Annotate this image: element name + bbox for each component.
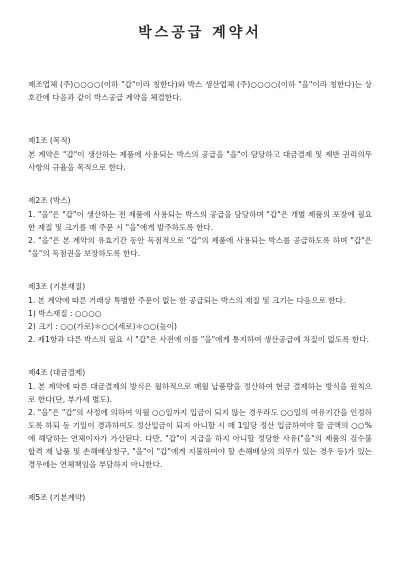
article-paragraph: 1. 본 계약에 따른 대금결제의 방식은 월하적으로 매월 납품량을 정산하여 현금 결제하는 방식을 원칙으로 한다(단, 부가세 별도).	[28, 382, 372, 404]
article-paragraph: 1) 박스재질 : ○○○○	[28, 309, 102, 318]
article-paragraph: 2. 제1항과 다른 박스의 필요 시 "갑"은 사전에 이를 "을"에게 통지하여 생산공급에 차질이 없도록 한다.	[28, 335, 370, 344]
article-paragraph: 2. "을"은 "갑"의 사정에 의하여 익월 ○○일까지 입금이 되지 않는 경우라도 ○○일의 여유기간을 인정하도록 하되 동 기일이 경과하여도 정산입금이 되지 아니할 시 매 1일당 정산 입금하여야 할 금액의 ○○%에 해당하는 연체이자가 가산된다. 다만, "갑"이 지급을 하지 아니할 정당한 사유("을"의 제품의 검수불합격 재 납품 및 손해배상청구, "을"이 "갑"에게 지불하여야 할 손해배상의 의무가 있는 경우 등)가 있는 경우에는 연체책임을 부담하지 아니한다.	[28, 408, 372, 469]
article-3	[28, 280, 372, 346]
article-heading: 제5조 (기본계약)	[28, 493, 86, 502]
article-heading: 제3조 (기본재질)	[28, 282, 86, 291]
intro-paragraph: 제조업체 (주)○○○○(이하 "갑"이라 칭한다)와 박스 생산업체 (주)○○○○(이하 "을"이라 칭한다)는 상호간에 다음과 같이 박스공급 계약을 체결한다.	[28, 80, 372, 102]
article-paragraph: 1. "을"은 "갑"이 생산하는 전 제품에 사용되는 박스의 공급을 담당하며 "갑"은 개별 제품의 포장에 필요한 재질 및 크기를 매 주문 시 "을"에게 발주하도록 한다.	[28, 210, 372, 232]
article-4	[28, 366, 372, 471]
article-5	[28, 491, 372, 504]
article-paragraph: 2. "을"은 본 계약의 유효기간 동안 독점적으로 "갑"의 제품에 사용되는 박스를 공급하도록 하며 "갑"은 "을"의 독점권을 보장하도록 한다.	[28, 236, 372, 258]
document-title: 박스공급 계약서	[138, 25, 262, 41]
article-paragraph: 2) 크기 : ○○(가로)＊○○(세로)＊○○(높이)	[28, 322, 177, 331]
article-2	[28, 194, 372, 260]
article-1	[28, 134, 372, 174]
article-heading: 제4조 (대금결제)	[28, 368, 86, 377]
article-paragraph: 본 계약은 "갑"이 생산하는 제품에 사용되는 박스의 공급을 "을"이 담당하고 대금결제 및 제반 권리의무 사항의 규율을 목적으로 한다.	[28, 150, 372, 172]
article-heading: 제1조 (목적)	[28, 136, 71, 145]
article-paragraph: 1. 본 계약에 따른 거래상 특별한 주문이 없는 한 공급되는 박스의 재질 및 크기는 다음으로 한다.	[28, 296, 346, 305]
article-heading: 제2조 (박스)	[28, 196, 71, 205]
